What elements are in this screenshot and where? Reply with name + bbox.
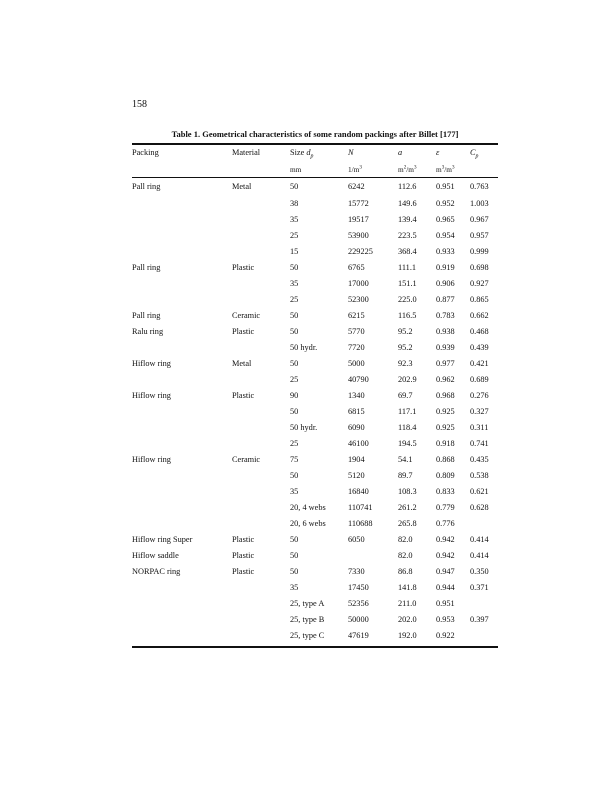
cell-material (232, 292, 290, 308)
cell-a: 116.5 (398, 311, 417, 320)
table-row (132, 276, 498, 292)
cell-size: 20, 6 webs (290, 519, 326, 528)
cell-cp: 0.421 (470, 359, 489, 368)
cell-packing (132, 628, 232, 644)
cell-cp: 0.350 (470, 567, 489, 576)
cell-a: 111.1 (398, 263, 417, 272)
table-bottom-rule (132, 646, 498, 648)
cell-size: 15 (290, 247, 299, 256)
cell-size: 25 (290, 231, 299, 240)
cell-material: Plastic (232, 535, 255, 544)
table-row (132, 196, 498, 212)
cell-a: 95.2 (398, 343, 413, 352)
cell-epsilon: 0.953 (436, 615, 455, 624)
cell-n: 52300 (348, 295, 369, 304)
cell-size: 20, 4 webs (290, 503, 326, 512)
cell-packing: Hiflow ring (132, 359, 171, 368)
cell-a: 95.2 (398, 327, 413, 336)
table-row (132, 548, 498, 564)
cell-material (232, 340, 290, 356)
cell-a: 151.1 (398, 279, 417, 288)
cell-cp: 0.371 (470, 583, 489, 592)
cell-packing (132, 212, 232, 228)
cell-epsilon: 0.944 (436, 583, 455, 592)
cell-cp: 0.538 (470, 471, 489, 480)
cell-cp: 0.741 (470, 439, 489, 448)
table-row (132, 532, 498, 548)
cell-a: 223.5 (398, 231, 417, 240)
cell-a: 192.0 (398, 631, 417, 640)
cell-a: 54.1 (398, 455, 413, 464)
cell-size: 25 (290, 375, 299, 384)
cell-n: 6765 (348, 263, 365, 272)
cell-a: 368.4 (398, 247, 417, 256)
cell-size: 25, type C (290, 631, 325, 640)
cell-cp: 0.662 (470, 311, 489, 320)
cell-a: 265.8 (398, 519, 417, 528)
table-row (132, 212, 498, 228)
header-packing: Packing (132, 148, 159, 157)
table-caption: Table 1. Geometrical characteristics of some random packings after Billet [177] (171, 129, 459, 139)
cell-cp: 0.439 (470, 343, 489, 352)
table-row (132, 452, 498, 468)
cell-n: 17000 (348, 279, 369, 288)
cell-material: Ceramic (232, 455, 261, 464)
cell-a: 202.0 (398, 615, 417, 624)
cell-cp: 0.927 (470, 279, 489, 288)
unit-a: $m^2/m^3$ (398, 164, 417, 174)
cell-a: 118.4 (398, 423, 417, 432)
cell-n: 6215 (348, 311, 365, 320)
cell-n: 15772 (348, 199, 369, 208)
cell-cp: 0.621 (470, 487, 489, 496)
cell-a: 225.0 (398, 295, 417, 304)
cell-material (232, 580, 290, 596)
cell-a: 82.0 (398, 551, 413, 560)
cell-epsilon: 0.933 (436, 247, 455, 256)
cell-epsilon: 0.951 (436, 182, 455, 191)
cell-n: 229225 (348, 247, 373, 256)
cell-material (232, 628, 290, 644)
cell-cp (470, 628, 498, 644)
cell-material: Metal (232, 359, 252, 368)
table-row (132, 420, 498, 436)
header-epsilon: ε (436, 148, 440, 157)
units-row (132, 161, 498, 178)
cell-cp: 0.397 (470, 615, 489, 624)
table-row (132, 404, 498, 420)
cell-material (232, 516, 290, 532)
cell-a: 141.8 (398, 583, 417, 592)
cell-cp: 0.435 (470, 455, 489, 464)
cell-size: 50 (290, 567, 299, 576)
cell-cp: 0.865 (470, 295, 489, 304)
cell-a: 82.0 (398, 535, 413, 544)
cell-epsilon: 0.965 (436, 215, 455, 224)
cell-size: 50 (290, 535, 299, 544)
table-row (132, 596, 498, 612)
table-row (132, 260, 498, 276)
cell-a: 261.2 (398, 503, 417, 512)
cell-material (232, 436, 290, 452)
cell-size: 50 hydr. (290, 343, 318, 352)
cell-size: 50 (290, 359, 299, 368)
cell-cp: 0.763 (470, 182, 489, 191)
cell-cp: 0.414 (470, 551, 489, 560)
table-row (132, 340, 498, 356)
cell-cp: 0.414 (470, 535, 489, 544)
cell-a: 211.0 (398, 599, 417, 608)
cell-material: Plastic (232, 391, 255, 400)
cell-size: 50 (290, 407, 299, 416)
cell-packing (132, 292, 232, 308)
cell-size: 75 (290, 455, 299, 464)
cell-epsilon: 0.779 (436, 503, 455, 512)
cell-a: 108.3 (398, 487, 417, 496)
cell-material: Plastic (232, 567, 255, 576)
cell-size: 35 (290, 215, 299, 224)
cell-n: 110688 (348, 519, 373, 528)
cell-packing: Pall ring (132, 182, 161, 191)
cell-epsilon: 0.977 (436, 359, 455, 368)
cell-n: 53900 (348, 231, 369, 240)
table-row (132, 292, 498, 308)
cell-size: 25, type A (290, 599, 325, 608)
cell-n: 1904 (348, 455, 365, 464)
cell-packing (132, 484, 232, 500)
cell-n: 46100 (348, 439, 369, 448)
cell-cp: 0.689 (470, 375, 489, 384)
table-row (132, 500, 498, 516)
unit-size: mm (290, 164, 302, 174)
cell-size: 50 (290, 471, 299, 480)
cell-cp: 0.698 (470, 263, 489, 272)
header-size: Size $d_p$ (290, 148, 314, 160)
cell-n: 52356 (348, 599, 369, 608)
cell-epsilon: 0.938 (436, 327, 455, 336)
cell-material (232, 612, 290, 628)
cell-material (232, 484, 290, 500)
cell-a: 69.7 (398, 391, 413, 400)
cell-material (232, 228, 290, 244)
cell-size: 25, type B (290, 615, 325, 624)
cell-epsilon: 0.947 (436, 567, 455, 576)
cell-a: 149.6 (398, 199, 417, 208)
cell-epsilon: 0.925 (436, 407, 455, 416)
cell-size: 50 (290, 327, 299, 336)
cell-cp: 0.967 (470, 215, 489, 224)
cell-material (232, 196, 290, 212)
cell-a: 92.3 (398, 359, 413, 368)
page-number: 158 (132, 99, 147, 110)
cell-cp: 0.327 (470, 407, 489, 416)
cell-epsilon: 0.868 (436, 455, 455, 464)
cell-cp: 1.003 (470, 199, 489, 208)
cell-size: 25 (290, 295, 299, 304)
cell-material: Ceramic (232, 311, 261, 320)
cell-packing (132, 516, 232, 532)
cell-packing (132, 276, 232, 292)
header-a: a (398, 148, 403, 157)
cell-cp: 0.628 (470, 503, 489, 512)
cell-epsilon: 0.906 (436, 279, 455, 288)
cell-epsilon: 0.968 (436, 391, 455, 400)
cell-epsilon: 0.954 (436, 231, 455, 240)
cell-material (232, 500, 290, 516)
cell-epsilon: 0.776 (436, 519, 455, 528)
cell-size: 35 (290, 279, 299, 288)
cell-packing (132, 372, 232, 388)
table-row (132, 244, 498, 260)
table-row (132, 628, 498, 644)
cell-packing (132, 420, 232, 436)
cell-material (232, 244, 290, 260)
cell-n: 6090 (348, 423, 365, 432)
cell-a: 112.6 (398, 182, 417, 191)
cell-epsilon: 0.951 (436, 599, 455, 608)
table-row (132, 564, 498, 580)
table-row (132, 580, 498, 596)
table-body (132, 178, 498, 644)
cell-packing: Hiflow ring (132, 391, 171, 400)
cell-epsilon: 0.925 (436, 423, 455, 432)
cell-a: 117.1 (398, 407, 417, 416)
header-cp: $C_p$ (470, 148, 479, 160)
header-material: Material (232, 148, 261, 157)
cell-n: 47619 (348, 631, 369, 640)
cell-a: 86.8 (398, 567, 413, 576)
cell-packing (132, 596, 232, 612)
cell-n: 5000 (348, 359, 365, 368)
table-row (132, 308, 498, 324)
cell-size: 38 (290, 199, 299, 208)
table-row (132, 356, 498, 372)
cell-size: 50 (290, 182, 299, 191)
cell-n: 110741 (348, 503, 373, 512)
cell-packing (132, 468, 232, 484)
cell-epsilon: 0.939 (436, 343, 455, 352)
cell-packing (132, 404, 232, 420)
cell-epsilon: 0.877 (436, 295, 455, 304)
cell-material: Metal (232, 182, 252, 191)
cell-n: 6815 (348, 407, 365, 416)
cell-epsilon: 0.942 (436, 535, 455, 544)
table-row (132, 388, 498, 404)
cell-epsilon: 0.922 (436, 631, 455, 640)
cell-packing: Hiflow saddle (132, 551, 179, 560)
cell-epsilon: 0.919 (436, 263, 455, 272)
cell-n: 7720 (348, 343, 365, 352)
cell-n: 1340 (348, 391, 365, 400)
cell-size: 35 (290, 487, 299, 496)
cell-a: 202.9 (398, 375, 417, 384)
table-row (132, 612, 498, 628)
cell-n: 5770 (348, 327, 365, 336)
cell-packing (132, 612, 232, 628)
cell-material (232, 420, 290, 436)
cell-size: 50 (290, 263, 299, 272)
cell-epsilon: 0.783 (436, 311, 455, 320)
cell-cp: 0.276 (470, 391, 489, 400)
cell-packing (132, 436, 232, 452)
cell-packing (132, 340, 232, 356)
cell-epsilon: 0.962 (436, 375, 455, 384)
cell-epsilon: 0.942 (436, 551, 455, 560)
table-row (132, 324, 498, 340)
cell-cp: 0.311 (470, 423, 489, 432)
table-row (132, 228, 498, 244)
table-row (132, 178, 498, 196)
cell-packing (132, 500, 232, 516)
cell-material (232, 404, 290, 420)
cell-packing (132, 580, 232, 596)
cell-a: 89.7 (398, 471, 413, 480)
cell-n: 17450 (348, 583, 369, 592)
cell-cp (470, 516, 498, 532)
cell-size: 90 (290, 391, 299, 400)
table-row (132, 484, 498, 500)
cell-epsilon: 0.833 (436, 487, 455, 496)
cell-epsilon: 0.809 (436, 471, 455, 480)
cell-material (232, 468, 290, 484)
cell-material: Plastic (232, 327, 255, 336)
unit-n: $1/m^3$ (348, 164, 362, 174)
cell-n: 5120 (348, 471, 365, 480)
cell-material (232, 596, 290, 612)
cell-cp: 0.957 (470, 231, 489, 240)
cell-packing: Hiflow ring (132, 455, 171, 464)
cell-packing: Pall ring (132, 311, 161, 320)
cell-n: 16840 (348, 487, 369, 496)
cell-material (232, 276, 290, 292)
table-row (132, 436, 498, 452)
cell-size: 50 (290, 551, 299, 560)
cell-packing: Ralu ring (132, 327, 164, 336)
cell-cp: 0.468 (470, 327, 489, 336)
cell-material: Plastic (232, 263, 255, 272)
table-row (132, 516, 498, 532)
cell-a: 194.5 (398, 439, 417, 448)
cell-packing: Hiflow ring Super (132, 535, 193, 544)
cell-n: 40790 (348, 375, 369, 384)
cell-cp: 0.999 (470, 247, 489, 256)
cell-material (232, 372, 290, 388)
header-n: N (348, 148, 354, 157)
cell-packing (132, 228, 232, 244)
table-row (132, 372, 498, 388)
cell-packing: Pall ring (132, 263, 161, 272)
cell-material (232, 212, 290, 228)
cell-size: 25 (290, 439, 299, 448)
unit-epsilon: $m^3/m^3$ (436, 164, 455, 174)
cell-n: 50000 (348, 615, 369, 624)
cell-packing: NORPAC ring (132, 567, 181, 576)
header-row (132, 145, 498, 161)
cell-packing (132, 196, 232, 212)
cell-n: 7330 (348, 567, 365, 576)
cell-epsilon: 0.952 (436, 199, 455, 208)
cell-size: 50 (290, 311, 299, 320)
cell-n: 6242 (348, 182, 365, 191)
cell-a: 139.4 (398, 215, 417, 224)
table-row (132, 468, 498, 484)
cell-packing (132, 244, 232, 260)
cell-n (348, 548, 398, 564)
cell-size: 50 hydr. (290, 423, 318, 432)
cell-n: 19517 (348, 215, 369, 224)
cell-epsilon: 0.918 (436, 439, 455, 448)
cell-cp (470, 596, 498, 612)
cell-size: 35 (290, 583, 299, 592)
cell-material: Plastic (232, 551, 255, 560)
packing-table (132, 145, 498, 644)
cell-n: 6050 (348, 535, 365, 544)
